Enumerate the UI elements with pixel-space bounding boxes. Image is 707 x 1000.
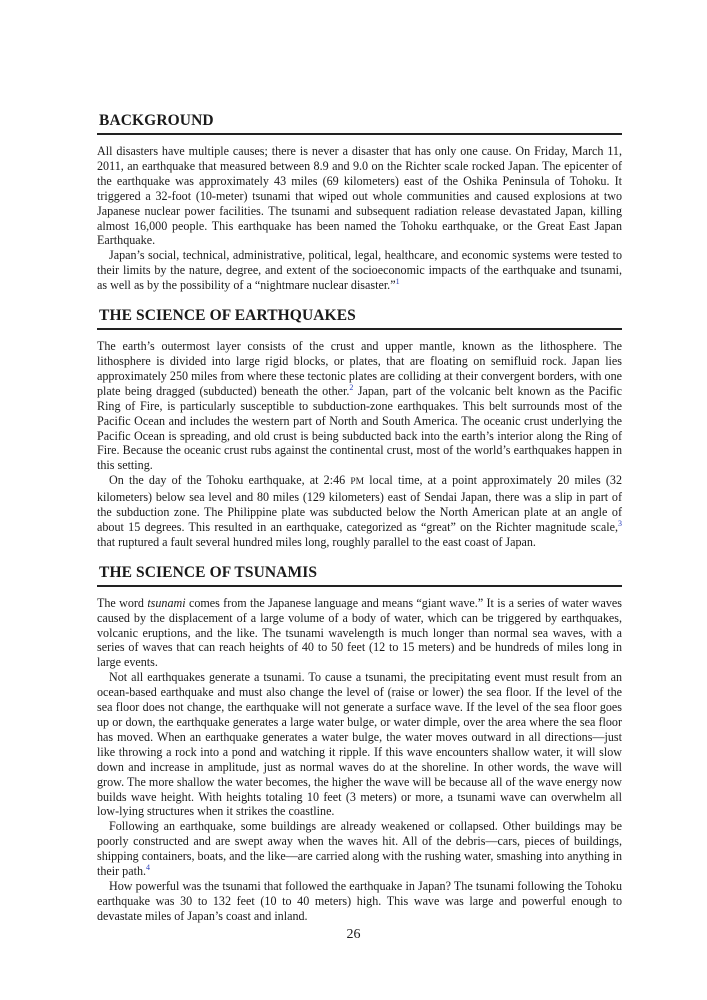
paragraph-text: local time, at a point approximately 20 miles (32 kilometers) below sea level and 80 miles (129 kilometers) east of Sendai Japan, there was a slip in part of the subduction zone. The Philippine plate was subducted below the North American plate at an angle of about 15 degrees. This resulted in an earthquake, categorized as “great” on the Richter magnitude scale, bbox=[97, 473, 622, 534]
paragraph bbox=[97, 596, 622, 671]
paragraph-text: How powerful was the tsunami that followed the earthquake in Japan? The tsunami following the Tohoku earthquake was 30 to 132 feet (10 to 40 meters) high. This wave was large and powerful enough to devastate miles of Japan’s coast and inland. bbox=[97, 878, 622, 923]
footnote-ref[interactable]: 3 bbox=[618, 518, 622, 528]
footnote-ref[interactable]: 1 bbox=[395, 277, 400, 287]
section-earthquakes bbox=[97, 307, 622, 550]
section-body bbox=[97, 339, 622, 550]
section-background bbox=[97, 112, 622, 293]
section-body bbox=[97, 144, 622, 293]
paragraph-text: Japan, part of the volcanic belt known as the Pacific Ring of Fire, is particularly susceptible to subduction-zone earthquakes. This belt surrounds most of the Pacific Ocean and includes the western part of North and South America. The oceanic crust underlying the Pacific Ocean is spreading, and old crust is being subducted back into the earth’s interior along the Ring of Fire. Because the oceanic crust rubs against the continental crust, most of the world’s earthquakes happen in this setting. bbox=[97, 383, 622, 473]
paragraph bbox=[97, 144, 622, 248]
paragraph bbox=[97, 879, 622, 924]
paragraph-text: comes from the Japanese language and means “giant wave.” It is a series of water waves caused by the displacement of a large volume of a body of water, which can be triggered by earthquakes, volcanic eruptions, and the like. The tsunami wavelength is much longer than normal sea waves, with a series of waves that can reach heights of 40 to 50 feet (12 to 15 meters) and be hundreds of miles long in large events. bbox=[97, 595, 622, 670]
paragraph-text: Japan’s social, technical, administrative, political, legal, healthcare, and economic systems were tested to their limits by the nature, degree, and extent of the socioeconomic impacts of the earthquake and tsunami, as well as by the possibility of a “nightmare nuclear disaster.” bbox=[97, 248, 622, 293]
paragraph bbox=[97, 248, 622, 293]
paragraph-text: Following an earthquake, some buildings are already weakened or collapsed. Other buildings may be poorly constructed and are swept away when the waves hit. All of the debris—cars, pieces of buildings, shipping containers, boats, and the like—are carried along with the rushing water, smashing into anything in their path. bbox=[97, 819, 622, 879]
section-heading: THE SCIENCE OF TSUNAMIS bbox=[97, 564, 622, 587]
footnote-ref[interactable]: 2 bbox=[349, 382, 354, 392]
paragraph-text: that ruptured a fault several hundred miles long, roughly parallel to the east coast of Japan. bbox=[97, 534, 536, 549]
paragraph bbox=[97, 670, 622, 819]
paragraph bbox=[97, 339, 622, 473]
section-tsunamis bbox=[97, 564, 622, 924]
footnote-ref[interactable]: 4 bbox=[146, 863, 151, 873]
page-number: 26 bbox=[346, 927, 361, 942]
section-heading: BACKGROUND bbox=[97, 112, 622, 135]
paragraph-text: Not all earthquakes generate a tsunami. To cause a tsunami, the precipitating event must result from an ocean-based earthquake and must also change the level of (raise or lower) the sea floor. If the level of the sea floor does not change, the earthquake will not generate a surface wave. If the level of the sea floor goes up or down, the earthquake generates a large water bulge, or water dimple, over the area where the sea floor has moved. When an earthquake generates a water bulge, the water moves outward in all directions—just like throwing a rock into a pond and watching it ripple. If this wave encounters shallow water, it will slow down and increase in amplitude, just as normal waves do at the shoreline. In other words, the wave will grow. The more shallow the water becomes, the higher the wave will be because all of the wave energy now builds wave height. With heights totaling 10 feet (3 meters) or more, a tsunami wave can overwhelm all low-lying structures when it strikes the coastline. bbox=[97, 670, 622, 819]
italic-term: tsunami bbox=[147, 595, 186, 610]
paragraph-text: The word bbox=[97, 595, 148, 610]
paragraph bbox=[97, 473, 622, 550]
paragraph-text: All disasters have multiple causes; there is never a disaster that has only one cause. On Friday, March 11, 2011, an earthquake that measured between 8.9 and 9.0 on the Richter scale rocked Japan. The epicenter of the earthquake was approximately 43 miles (69 kilometers) east of the Oshika Peninsula of Tohoku. It triggered a 32-foot (10-meter) tsunami that wiped out whole communities and caused explosions at two Japanese nuclear power facilities. The tsunami and subsequent radiation release devastated Japan, killing almost 16,000 people. This earthquake has been named the Tohoku earthquake, or the Great East Japan Earthquake. bbox=[97, 144, 622, 248]
paragraph-text: On the day of the Tohoku earthquake, at 2:46 bbox=[109, 473, 351, 488]
paragraph bbox=[97, 819, 622, 879]
time-suffix: PM bbox=[350, 477, 365, 488]
paragraph-text: The earth’s outermost layer consists of the crust and upper mantle, known as the lithosphere. The lithosphere is divided into large rigid blocks, or plates, that are floating on semifluid rock. Japan lies approximately 250 miles from where these tectonic plates are colliding at their convergent borders, with one plate being dragged (subducted) beneath the other. bbox=[97, 339, 622, 398]
section-body bbox=[97, 596, 622, 924]
section-heading: THE SCIENCE OF EARTHQUAKES bbox=[97, 307, 622, 330]
